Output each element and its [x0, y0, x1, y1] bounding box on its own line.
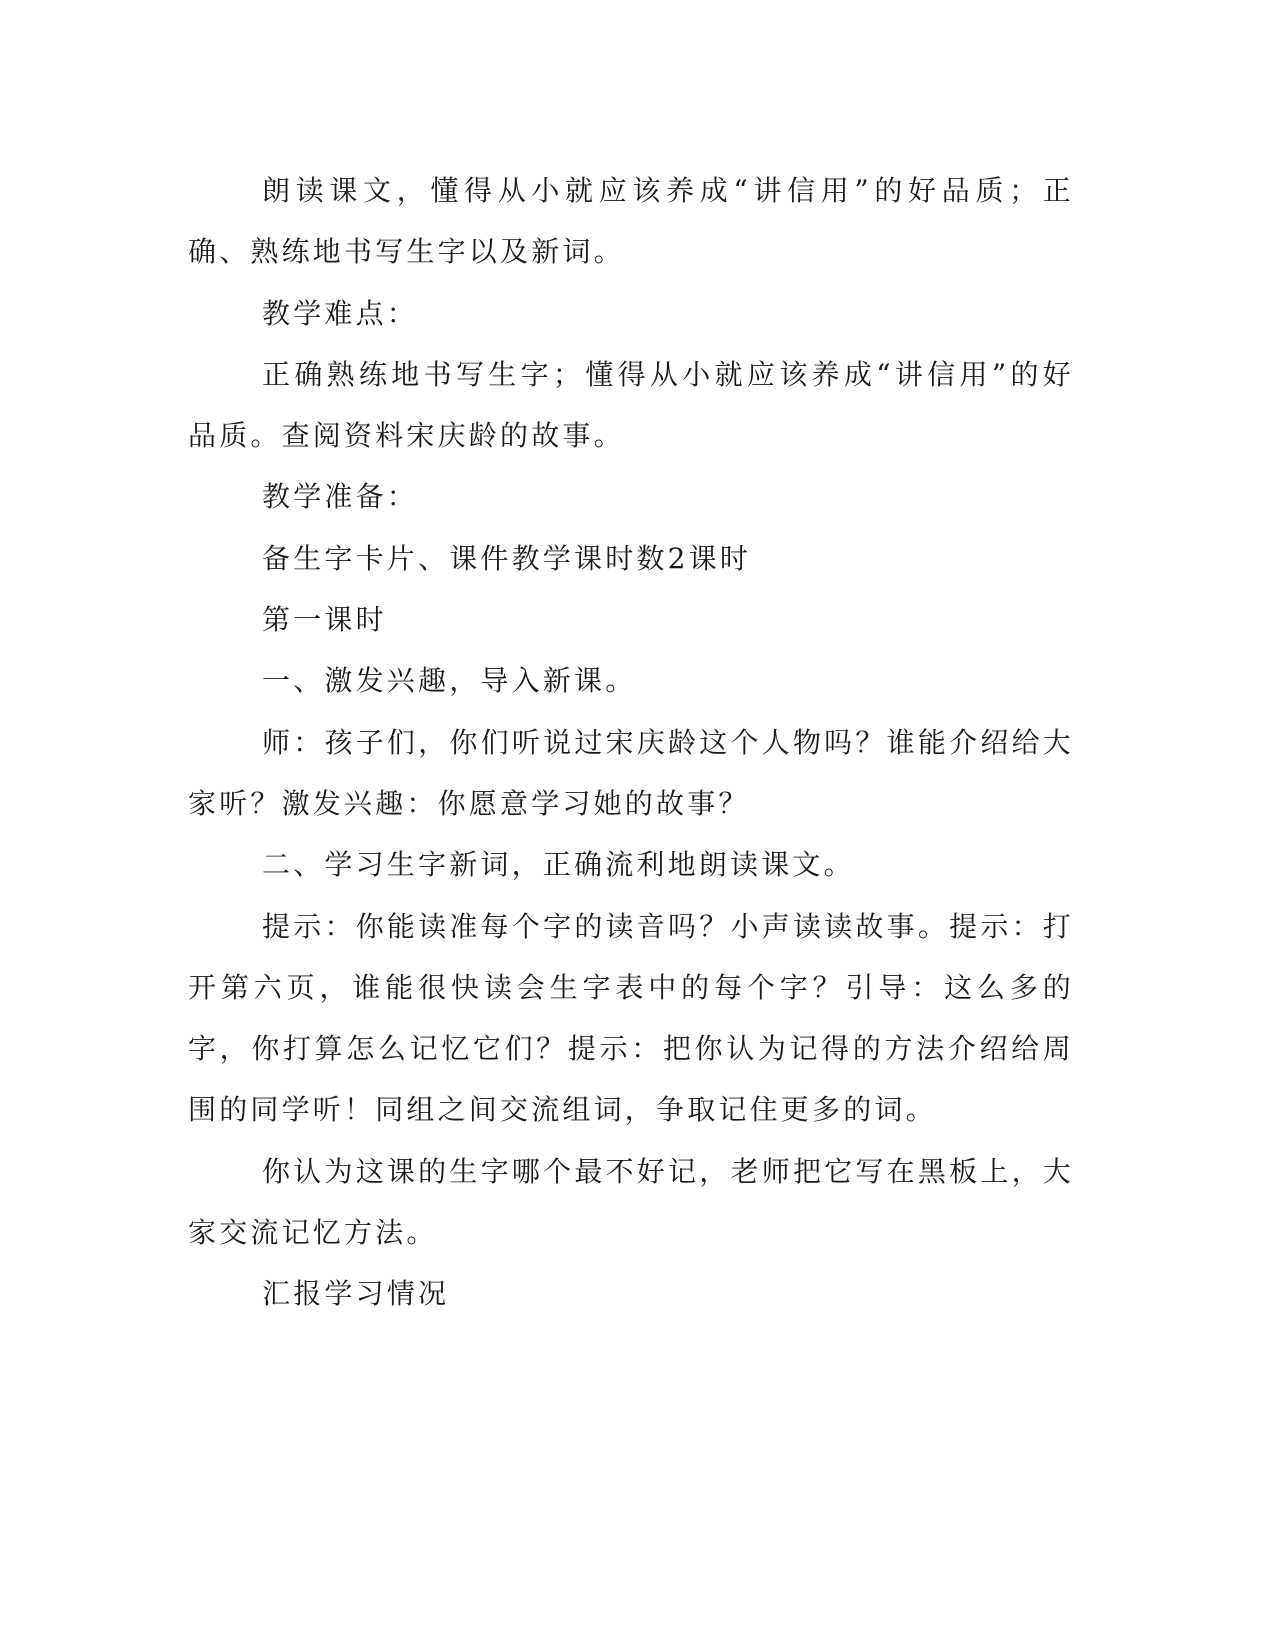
paragraph-report: 汇报学习情况 — [262, 1277, 450, 1311]
paragraph-teacher-intro: 师：孩子们，你们听说过宋庆龄这个人物吗？谁能介绍给大家听？激发兴趣：你愿意学习她的故事？ — [188, 725, 1074, 820]
heading-teaching-preparation: 教学准备： — [262, 480, 419, 514]
paragraph-prompts: 提示：你能读准每个字的读音吗？小声读读故事。提示：打开第六页，谁能很快读会生字表中的每个字？引导：这么多的字，你打算怎么记忆它们？提示：把你认为记得的方法介绍给周围的同学听！同组之间交流组词，争取记住更多的词。 — [188, 909, 1074, 1127]
paragraph-difficulties: 正确熟练地书写生字；懂得从小就应该养成“讲信用”的好品质。查阅资料宋庆龄的故事。 — [188, 357, 1074, 453]
heading-step-two: 二、学习生字新词，正确流利地朗读课文。 — [262, 848, 855, 882]
heading-first-lesson: 第一课时 — [262, 603, 387, 637]
heading-step-one: 一、激发兴趣，导入新课。 — [262, 664, 637, 698]
paragraph-preparation: 备生字卡片、课件教学课时数2课时 — [262, 541, 752, 575]
paragraph-memory-methods: 你认为这课的生字哪个最不好记，老师把它写在黑板上，大家交流记忆方法。 — [188, 1154, 1074, 1250]
document-body — [188, 160, 1074, 1325]
heading-teaching-difficulties: 教学难点： — [262, 296, 419, 330]
paragraph-objectives: 朗读课文，懂得从小就应该养成“讲信用”的好品质；正确、熟练地书写生字以及新词。 — [188, 174, 1074, 269]
